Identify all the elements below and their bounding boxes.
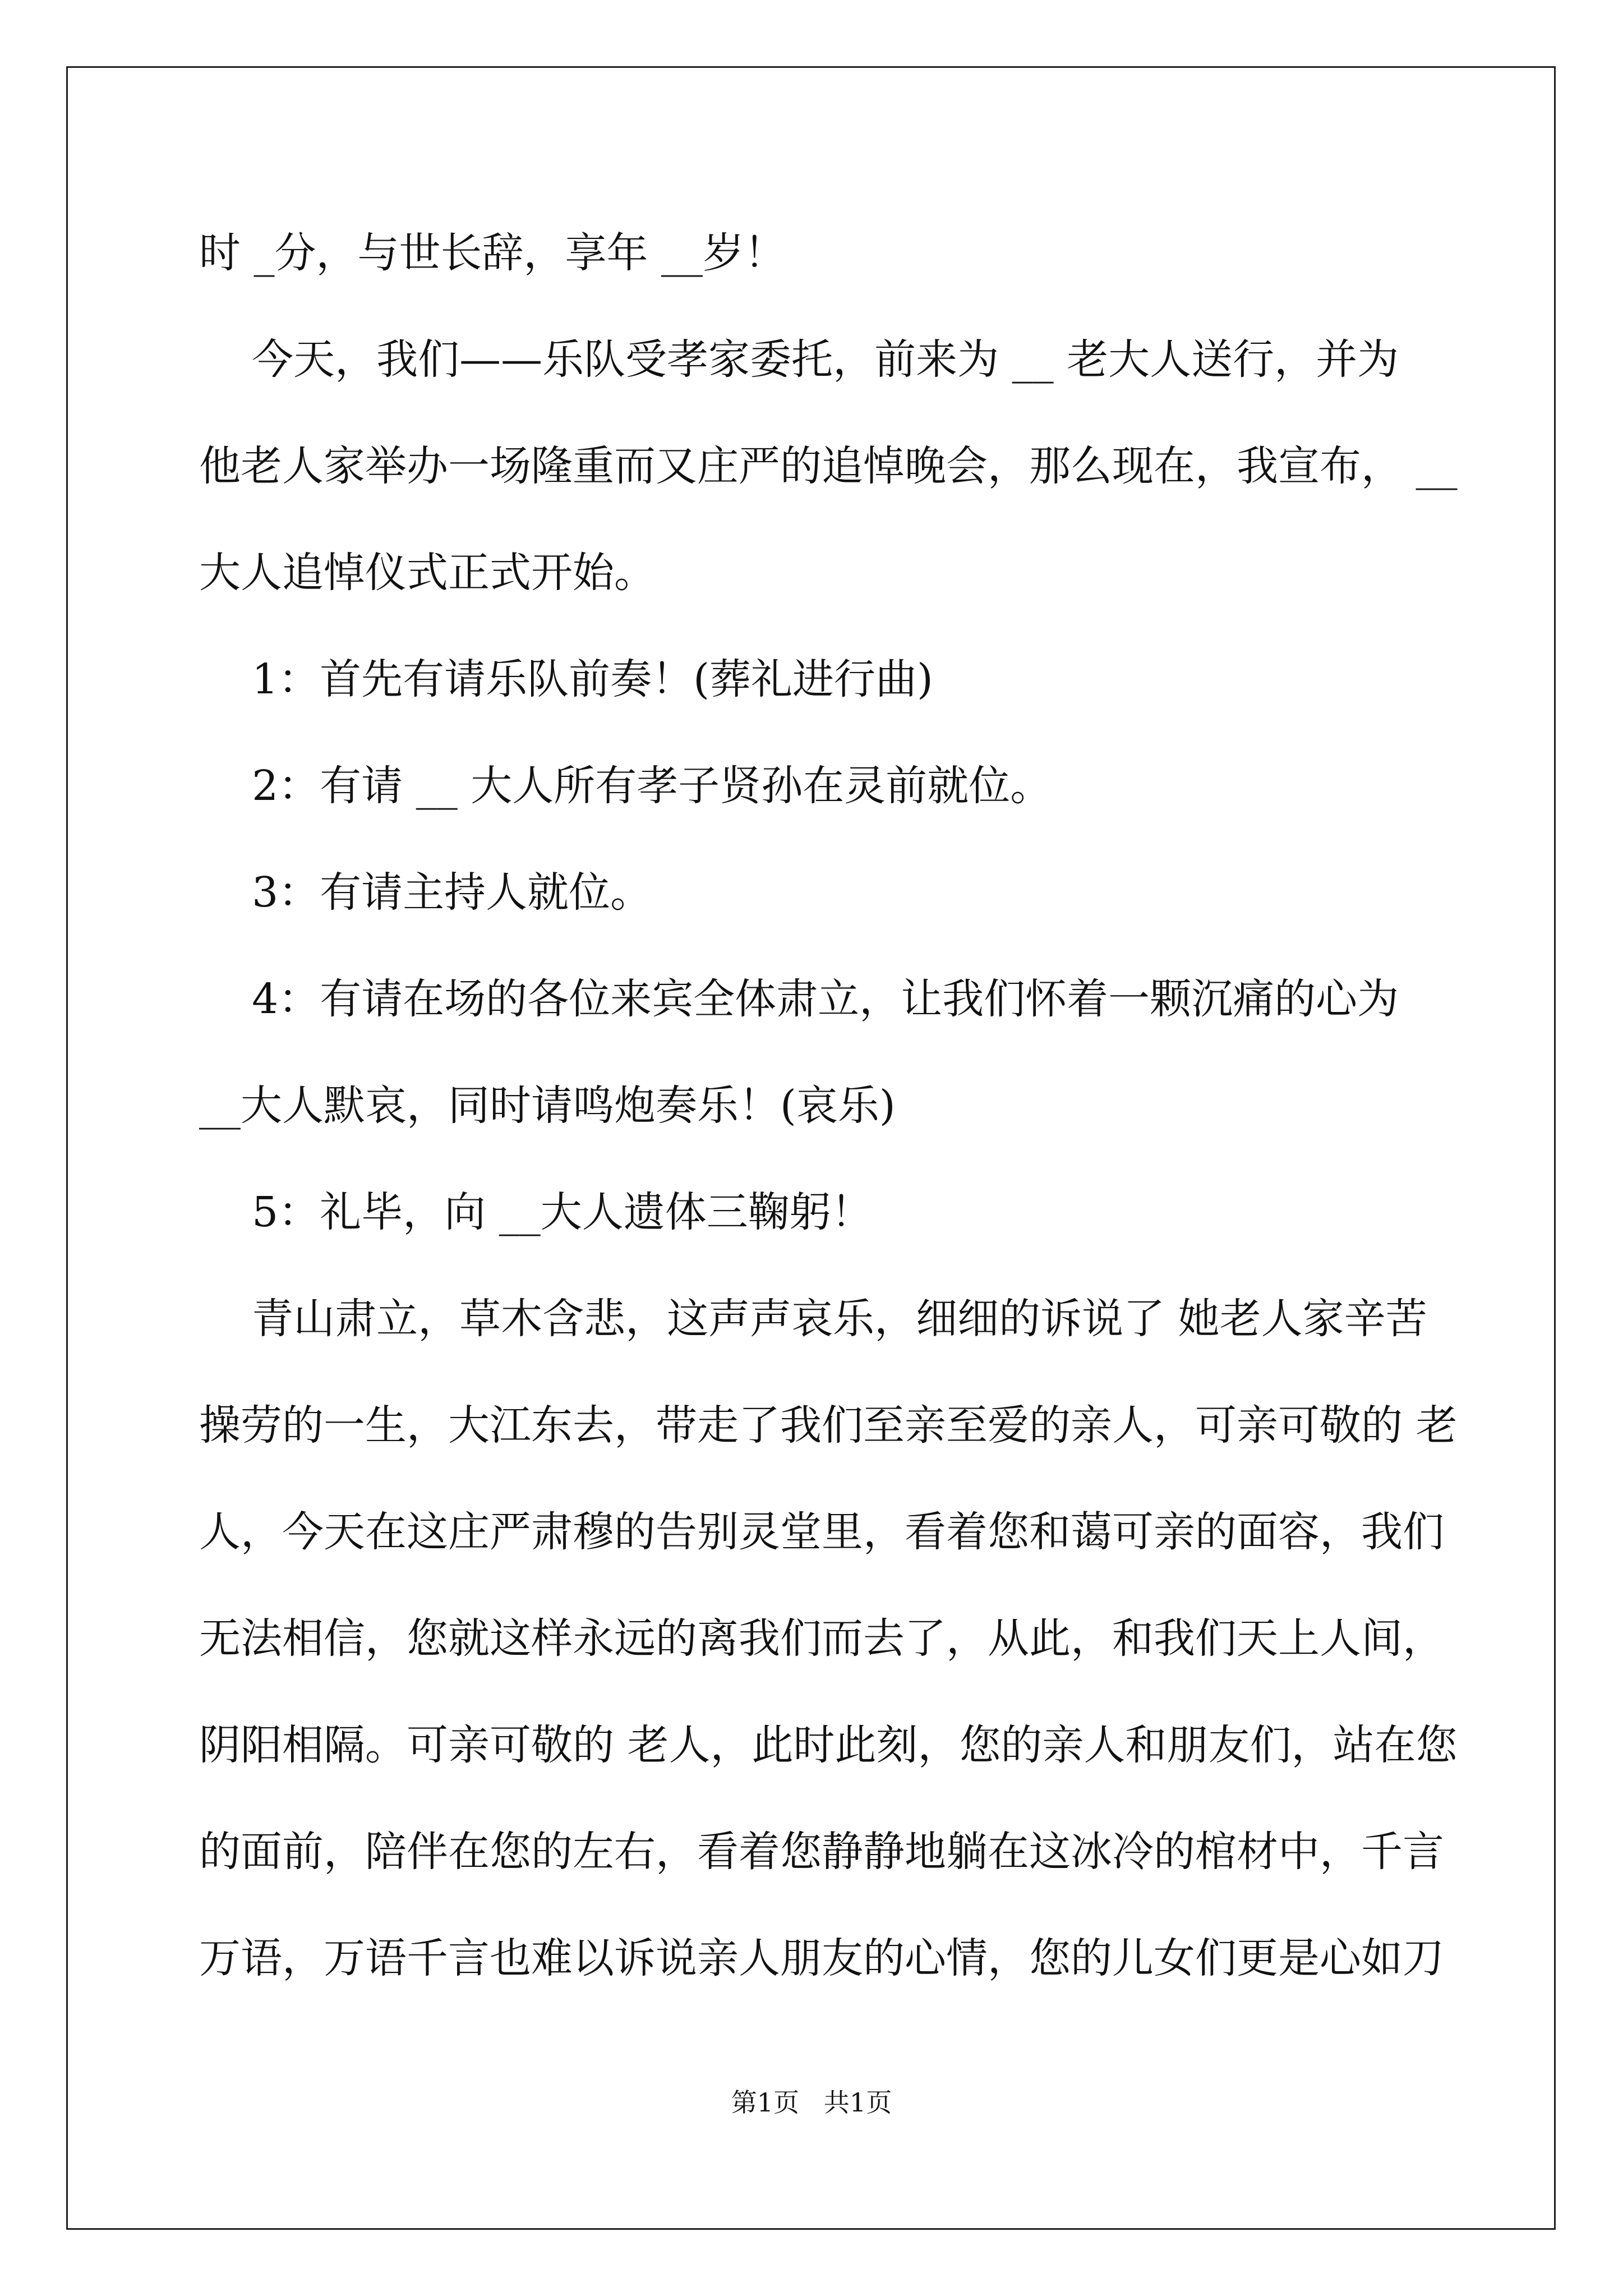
document-body: [199, 220, 1458, 2032]
text-line: 5：礼毕，向 __大人遗体三鞠躬！: [199, 1188, 873, 1236]
text-line: 2：有请 __ 大人所有孝子贤孙在灵前就位。: [199, 762, 1052, 810]
text-line: 青山肃立，草木含悲，这声声哀乐，细细的诉说了 她老人家辛苦: [199, 1295, 1427, 1343]
text-line: 万语，万语千言也难以诉说亲人朋友的心情，您的儿女们更是心如刀: [199, 1934, 1444, 1982]
text-line: 人，今天在这庄严肃穆的告别灵堂里，看着您和蔼可亲的面容，我们: [199, 1508, 1444, 1556]
text-line: 他老人家举办一场隆重而又庄严的追悼晚会，那么现在，我宣布， __: [199, 442, 1458, 490]
text-line: 今天，我们——乐队受孝家委托，前来为 __ 老大人送行，并为: [199, 335, 1399, 384]
text-line: 3：有请主持人就位。: [199, 868, 652, 917]
text-line: __大人默哀，同时请鸣炮奏乐！(哀乐): [199, 1082, 896, 1130]
text-line: 操劳的一生，大江东去，带走了我们至亲至爱的亲人，可亲可敬的 老: [199, 1401, 1458, 1450]
text-line: 时 _分，与世长辞，享年 __岁！: [199, 229, 786, 277]
text-line: 阴阳相隔。可亲可敬的 老人，此时此刻，您的亲人和朋友们，站在您: [199, 1721, 1458, 1769]
text-line: 1：首先有请乐队前奏！(葬礼进行曲): [199, 655, 933, 703]
text-line: 无法相信，您就这样永远的离我们而去了，从此，和我们天上人间，: [199, 1614, 1444, 1663]
text-line: 的面前，陪伴在您的左右，看着您静静地躺在这冰冷的棺材中，千言: [199, 1828, 1444, 1876]
text-line: 4：有请在场的各位来宾全体肃立，让我们怀着一颗沉痛的心为: [199, 975, 1399, 1023]
text-line: 大人追悼仪式正式开始。: [199, 549, 656, 597]
page-number-footer: 第1页 共1页: [731, 2087, 892, 2118]
